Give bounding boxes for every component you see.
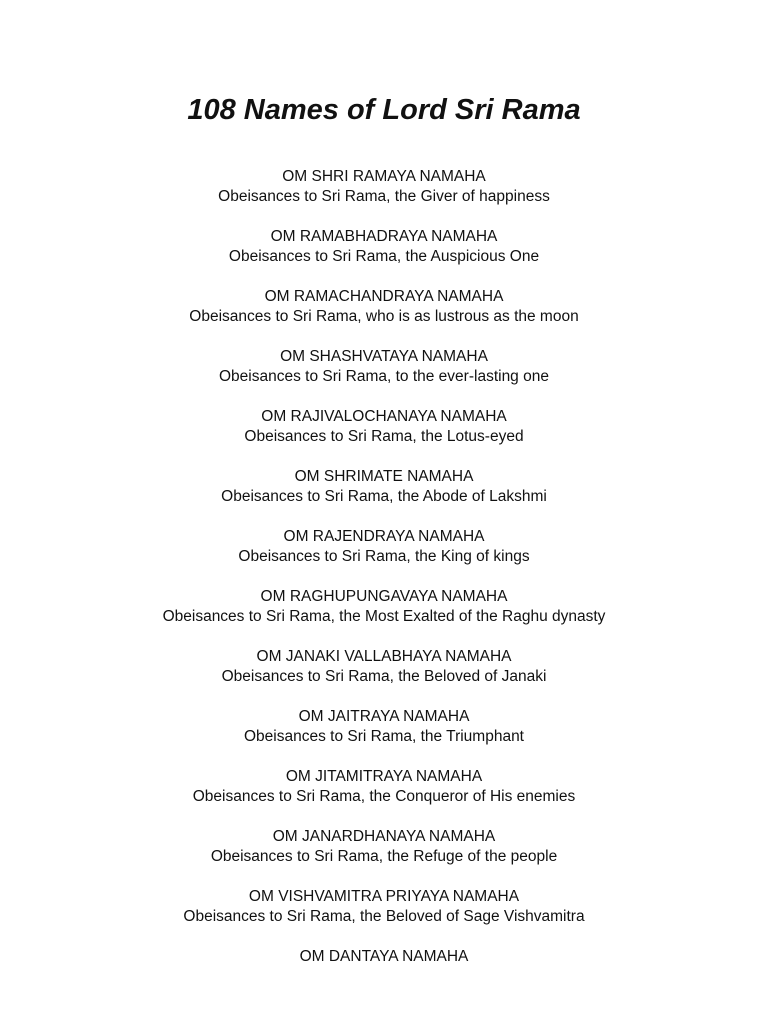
meaning-line: Obeisances to Sri Rama, the Refuge of the people — [210, 848, 558, 865]
mantra-line: OM JAITRAYA NAMAHA — [298, 708, 470, 725]
mantra-line: OM SHASHVATAYA NAMAHA — [280, 348, 488, 365]
mantra-line: OM RAJENDRAYA NAMAHA — [283, 528, 485, 545]
document-title: 108 Names of Lord Sri Rama — [187, 94, 581, 126]
meaning-line: Obeisances to Sri Rama, the King of kings — [238, 548, 530, 565]
meaning-line: Obeisances to Sri Rama, the Beloved of Sage Vishvamitra — [183, 908, 585, 925]
meaning-line: Obeisances to Sri Rama, the Beloved of Janaki — [221, 668, 547, 685]
name-entry — [0, 887, 768, 947]
mantra-line: OM RAGHUPUNGAVAYA NAMAHA — [260, 588, 508, 605]
mantra-line: OM RAMABHADRAYA NAMAHA — [270, 228, 498, 245]
name-entry — [0, 947, 768, 1007]
name-entry — [0, 407, 768, 467]
name-entry — [0, 647, 768, 707]
mantra-line: OM RAMACHANDRAYA NAMAHA — [264, 288, 504, 305]
meaning-line: Obeisances to Sri Rama, the Most Exalted of the Raghu dynasty — [162, 608, 606, 625]
names-list — [0, 167, 768, 1007]
meaning-line: Obeisances to Sri Rama, the Triumphant — [244, 728, 524, 745]
mantra-line: OM SHRIMATE NAMAHA — [294, 468, 474, 485]
meaning-line: Obeisances to Sri Rama, the Auspicious One — [228, 248, 540, 265]
name-entry — [0, 707, 768, 767]
name-entry — [0, 827, 768, 887]
name-entry — [0, 767, 768, 827]
meaning-line: Obeisances to Sri Rama, the Abode of Lakshmi — [221, 488, 547, 505]
name-entry — [0, 527, 768, 587]
name-entry — [0, 227, 768, 287]
name-entry — [0, 167, 768, 227]
meaning-line: Obeisances to Sri Rama, who is as lustrous as the moon — [189, 308, 579, 325]
mantra-line: OM JANAKI VALLABHAYA NAMAHA — [256, 648, 512, 665]
name-entry — [0, 287, 768, 347]
name-entry — [0, 587, 768, 647]
mantra-line: OM RAJIVALOCHANAYA NAMAHA — [261, 408, 507, 425]
mantra-line: OM SHRI RAMAYA NAMAHA — [282, 168, 486, 185]
mantra-line: OM DANTAYA NAMAHA — [299, 948, 469, 965]
meaning-line: Obeisances to Sri Rama, the Lotus-eyed — [244, 428, 524, 445]
mantra-line: OM VISHVAMITRA PRIYAYA NAMAHA — [248, 888, 520, 905]
meaning-line: Obeisances to Sri Rama, the Giver of happiness — [218, 188, 550, 205]
name-entry — [0, 347, 768, 407]
mantra-line: OM JANARDHANAYA NAMAHA — [272, 828, 496, 845]
name-entry — [0, 467, 768, 527]
meaning-line: Obeisances to Sri Rama, the Conqueror of His enemies — [192, 788, 576, 805]
meaning-line: Obeisances to Sri Rama, to the ever-lasting one — [219, 368, 549, 385]
mantra-line: OM JITAMITRAYA NAMAHA — [285, 768, 483, 785]
